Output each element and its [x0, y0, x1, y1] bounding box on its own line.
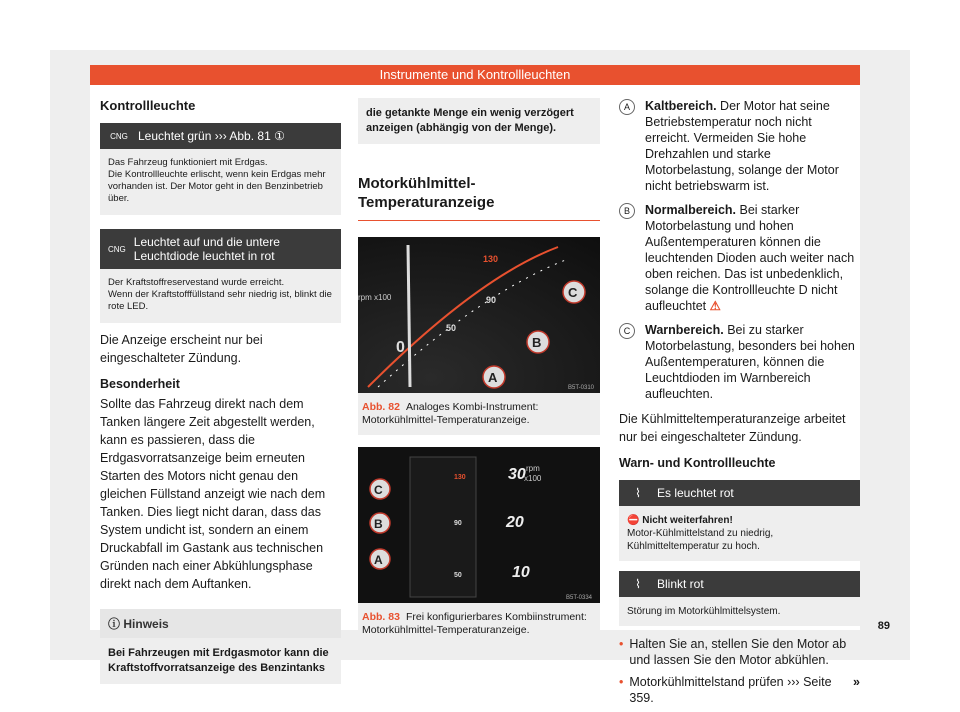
bullet-item	[619, 636, 860, 668]
coolant-warning-icon: ⚠	[709, 299, 721, 313]
left-column	[100, 98, 341, 684]
range-text: Bei zu starker Motorbelastung, besonders bei hohen Außentemperaturen, können die Leuchtdioden im Warnbereich aufleuchten.	[645, 323, 855, 401]
cluster-label-50: 50	[454, 572, 462, 579]
note-body: Bei Fahrzeugen mit Erdgasmotor kann die Kraftstoffvorratsanzeige des Benzintanks	[100, 638, 341, 684]
indicator-header	[100, 229, 341, 269]
bullet-icon: •	[619, 637, 624, 651]
bullet-item	[619, 674, 860, 706]
gauge-label-rpm: rpm x100	[358, 293, 392, 302]
coolant-temp-icon: ⌇	[635, 485, 641, 500]
note-title: Hinweis	[123, 617, 169, 631]
marker-b: B	[532, 335, 542, 350]
analog-gauge-image	[358, 237, 600, 393]
figure-83	[358, 447, 600, 645]
indicator-line: Der Kraftstoffreservestand wurde erreicht.	[108, 277, 285, 288]
gauge-label-130: 130	[483, 254, 499, 264]
section-heading: Motorkühlmittel-Temperaturanzeige	[358, 174, 600, 221]
marker-a: A	[488, 370, 498, 385]
digital-cluster-image	[358, 447, 600, 603]
indicator-line: Das Fahrzeug funktioniert mit Erdgas.	[108, 157, 268, 168]
figure-caption-text: Frei konfigurierbares Kombiinstrument: Motorkühlmittel-Temperaturanzeige.	[362, 611, 587, 636]
range-item-b	[619, 202, 860, 314]
info-icon: ⓘ	[108, 617, 121, 631]
cluster-label-x100: x100	[524, 474, 542, 483]
range-term: Kaltbereich.	[645, 99, 717, 113]
figure-label: Abb. 82	[362, 401, 400, 413]
cng-icon: CNG	[110, 131, 128, 141]
range-letter: A	[619, 99, 635, 115]
cluster-label-rpm: rpm	[526, 464, 540, 473]
marker-c: C	[568, 285, 578, 300]
figure-caption-text: Analoges Kombi-Instrument: Motorkühlmittel-Temperaturanzeige.	[362, 401, 539, 426]
indicator-title: Leuchtet grün ››› Abb. 81 ①	[138, 129, 285, 143]
indicator-header	[100, 123, 341, 149]
cluster-label-10: 10	[512, 564, 530, 581]
figure-caption	[358, 603, 600, 645]
marker-b: B	[374, 517, 383, 531]
continue-marker: »	[853, 675, 860, 689]
page-number: 89	[877, 620, 890, 632]
indicator-body: Störung im Motorkühlmittelsystem.	[619, 597, 860, 626]
note-header	[100, 609, 341, 638]
indicator-title: Blinkt rot	[657, 577, 704, 591]
cluster-label-20: 20	[506, 514, 524, 531]
cluster-label-130: 130	[454, 474, 466, 481]
middle-column	[358, 98, 600, 645]
right-column	[619, 98, 860, 712]
bullet-icon: •	[619, 675, 624, 689]
coolant-temp-icon: ⌇	[635, 576, 641, 591]
indicator-text: Motor-Kühlmittelstand zu niedrig, Kühlmitteltemperatur zu hoch.	[627, 528, 774, 552]
indicator-line: Die Kontrollleuchte erlischt, wenn kein Erdgas mehr vorhanden ist. Der Motor geht in den Benzinbetrieb über.	[108, 169, 326, 204]
indicator-body	[100, 269, 341, 323]
figure-caption	[358, 393, 600, 435]
figure-code: B5T-0334	[566, 595, 593, 601]
indicator-header	[619, 571, 860, 597]
paragraph: Die Kühlmitteltemperaturanzeige arbeitet nur bei eingeschalteter Zündung.	[619, 412, 846, 444]
cluster-label-90: 90	[454, 520, 462, 527]
indicator-title: Leuchtet auf und die untere Leuchtdiode leuchtet in rot	[133, 235, 280, 263]
subheading: Besonderheit	[100, 377, 180, 391]
page-header: Instrumente und Kontrollleuchten	[90, 65, 860, 85]
range-term: Normalbereich.	[645, 203, 737, 217]
range-item-a	[619, 98, 860, 194]
paragraph: Sollte das Fahrzeug direkt nach dem Tanken längere Zeit abgestellt werden, kann es passieren, dass die Erdgasvorratsanzeige beim erneuten Starten des Motors nicht genau den gleichen Füllstand anzeigt wie nach dem Tanken. Dies liegt nicht daran, dass das System undicht ist, sondern an einem Druckabfall im Gastank aus technischen Gründen nach einer Abkühlungsphase direkt nach dem Auftanken.	[100, 397, 326, 591]
indicator-body	[619, 506, 860, 561]
figure-label: Abb. 83	[362, 611, 400, 623]
range-item-c	[619, 322, 860, 402]
cluster-label-30: 30	[508, 466, 526, 483]
range-text: Der Motor hat seine Betriebstemperatur noch nicht erreicht. Vermeiden Sie hohe Drehzahlen und starke Motorbelastung, solange der Motor nicht betriebswarm ist.	[645, 99, 839, 193]
gauge-label-90: 90	[486, 295, 497, 305]
indicator-line: Wenn der Kraftstofffüllstand sehr niedrig ist, blinkt die rote LED.	[108, 289, 332, 312]
marker-c: C	[374, 483, 383, 497]
gauge-label-50: 50	[446, 323, 457, 333]
indicator-title: Es leuchtet rot	[657, 486, 734, 500]
note-continuation: die getankte Menge ein wenig verzögert anzeigen (abhängig von der Menge).	[358, 98, 600, 144]
range-text: Bei starker Motorbelastung und hohen Außentemperaturen können die leuchtenden Dioden auch weiter nach oben reichen. Das ist unbedenklich, solange die Kontrollleuchte D nicht aufleuchtet	[645, 203, 855, 313]
indicator-header	[619, 480, 860, 506]
section-title: Kontrollleuchte	[100, 98, 196, 113]
warning-title: Nicht weiterfahren!	[642, 515, 733, 526]
bullet-text: Halten Sie an, stellen Sie den Motor ab und lassen Sie den Motor abkühlen.	[629, 637, 847, 667]
marker-a: A	[374, 553, 383, 567]
cng-icon: CNG	[108, 244, 126, 254]
range-letter: C	[619, 323, 635, 339]
indicator-body	[100, 149, 341, 215]
figure-code: B5T-0310	[568, 385, 595, 391]
paragraph: Die Anzeige erscheint nur bei eingeschalteter Zündung.	[100, 333, 263, 365]
range-letter: B	[619, 203, 635, 219]
stop-icon: ⛔	[627, 515, 640, 526]
subheading: Warn- und Kontrollleuchte	[619, 456, 776, 470]
figure-82	[358, 237, 600, 435]
range-term: Warnbereich.	[645, 323, 724, 337]
gauge-label-zero: 0	[396, 339, 405, 356]
bullet-text[interactable]: Motorkühlmittelstand prüfen ››› Seite 359.	[629, 675, 832, 705]
